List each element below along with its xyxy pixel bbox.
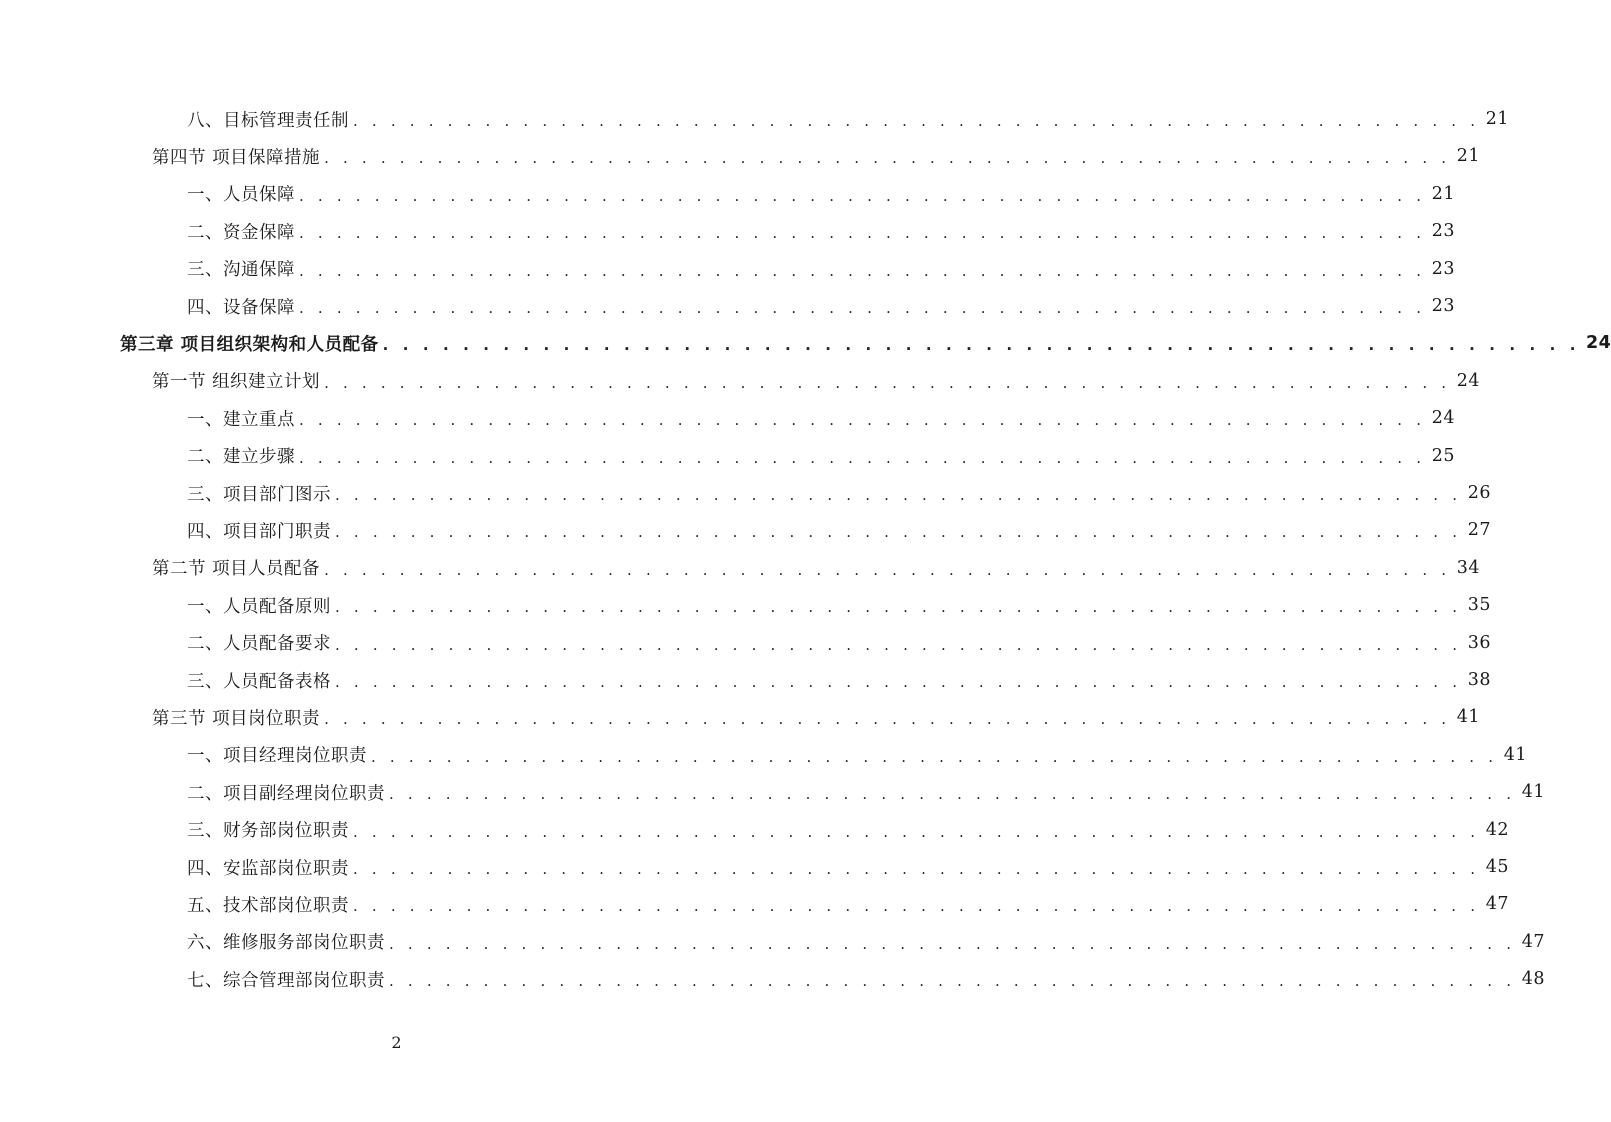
toc-dot-leader: . . . . . . . . . . . . . . . . . . . . . . . . . . . . . . . . . . . . . . . . . . . . . . . . . . . . . . . . . . . . [299,448,1426,467]
toc-entry[interactable] [187,963,1545,995]
toc-entry-title: 一、项目经理岗位职责 [187,746,367,767]
toc-entry-page: 23 [1431,258,1455,279]
toc-entry-title: 五、技术部岗位职责 [187,895,349,916]
toc-entry[interactable] [187,290,1455,322]
toc-entry[interactable] [120,327,1611,359]
toc-entry-page: 26 [1467,483,1491,503]
toc-entry-title: 三、财务部岗位职责 [187,821,349,842]
toc-dot-leader: . . . . . . . . . . . . . . . . . . . . . . . . . . . . . . . . . . . . . . . . . . . . . . . . . . . . . . . . . . . . [371,747,1498,766]
toc-entry-title: 第二节 项目人员配备 [152,559,321,580]
toc-entry[interactable] [152,365,1481,397]
toc-entry-title: 一、人员保障 [187,185,295,206]
toc-entry-title: 二、建立步骤 [187,447,295,468]
toc-dot-leader: . . . . . . . . . . . . . . . . . . . . . . . . . . . . . . . . . . . . . . . . . . . . . . . . . . . . . . . . . . . . [353,897,1480,916]
toc-entry[interactable] [187,851,1509,883]
toc-entry[interactable] [187,178,1455,210]
toc-entry[interactable] [152,701,1481,733]
toc-dot-leader: . . . . . . . . . . . . . . . . . . . . . . . . . . . . . . . . . . . . . . . . . . . . . . . . . . . . . . . . . . . . [324,560,1451,579]
toc-dot-leader: . . . . . . . . . . . . . . . . . . . . . . . . . . . . . . . . . . . . . . . . . . . . . . . . . . . . . . . . . . . . [299,411,1426,430]
toc-entry-title: 六、维修服务部岗位职责 [187,933,385,954]
toc-entry[interactable] [187,477,1491,509]
toc-entry[interactable] [187,103,1509,135]
toc-dot-leader: . . . . . . . . . . . . . . . . . . . . . . . . . . . . . . . . . . . . . . . . . . . . . . . . . . . . . . . . . . . . [389,785,1516,804]
toc-dot-leader: . . . . . . . . . . . . . . . . . . . . . . . . . . . . . . . . . . . . . . . . . . . . . . . . . . . . . . . . . . . . [324,373,1451,392]
toc-dot-leader: . . . . . . . . . . . . . . . . . . . . . . . . . . . . . . . . . . . . . . . . . . . . . . . . . . . . . . . . . . . . [382,336,1580,355]
toc-entry-page: 41 [1456,707,1481,728]
toc-entry[interactable] [187,253,1455,285]
toc-entry-page: 36 [1467,632,1491,653]
toc-dot-leader: . . . . . . . . . . . . . . . . . . . . . . . . . . . . . . . . . . . . . . . . . . . . . . . . . . . . . . . . . . . . [353,112,1480,130]
toc-dot-leader: . . . . . . . . . . . . . . . . . . . . . . . . . . . . . . . . . . . . . . . . . . . . . . . . . . . . . . . . . . . . [335,486,1462,504]
toc-entry-page: 23 [1431,221,1455,242]
toc-entry[interactable] [187,440,1455,472]
toc-entry-title: 一、人员配备原则 [187,596,331,617]
toc-dot-leader: . . . . . . . . . . . . . . . . . . . . . . . . . . . . . . . . . . . . . . . . . . . . . . . . . . . . . . . . . . . . [335,523,1462,542]
toc-entry-page: 47 [1521,931,1545,952]
toc-entry-title: 三、沟通保障 [187,260,295,281]
toc-entry[interactable] [187,814,1509,846]
toc-dot-leader: . . . . . . . . . . . . . . . . . . . . . . . . . . . . . . . . . . . . . . . . . . . . . . . . . . . . . . . . . . . . [353,822,1480,841]
toc-entry-page: 21 [1456,146,1481,167]
toc-entry-title: 七、综合管理部岗位职责 [187,970,385,991]
toc-entry-title: 第四节 项目保障措施 [152,147,321,168]
toc-entry[interactable] [187,888,1509,920]
toc-entry-title: 八、目标管理责任制 [187,110,349,131]
toc-entry[interactable] [187,627,1491,659]
toc-entry-page: 38 [1467,670,1491,690]
toc-entry-page: 24 [1456,370,1481,391]
toc-entry-page: 35 [1467,595,1491,616]
toc-entry-page: 24 [1586,333,1611,354]
toc-entry-title: 四、安监部岗位职责 [187,858,349,879]
toc-entry-page: 47 [1485,894,1509,915]
toc-entry[interactable] [187,776,1545,808]
toc-dot-leader: . . . . . . . . . . . . . . . . . . . . . . . . . . . . . . . . . . . . . . . . . . . . . . . . . . . . . . . . . . . . [299,299,1426,317]
toc-dot-leader: . . . . . . . . . . . . . . . . . . . . . . . . . . . . . . . . . . . . . . . . . . . . . . . . . . . . . . . . . . . . [299,261,1426,280]
toc-entry-title: 三、项目部门图示 [187,484,331,505]
toc-dot-leader: . . . . . . . . . . . . . . . . . . . . . . . . . . . . . . . . . . . . . . . . . . . . . . . . . . . . . . . . . . . . [335,673,1462,691]
toc-entry[interactable] [187,589,1491,621]
toc-entry[interactable] [187,664,1491,696]
toc-entry-title: 第三章 项目组织架构和人员配备 [120,334,379,355]
toc-entry-page: 41 [1521,782,1545,803]
toc-entry-title: 一、建立重点 [187,409,295,430]
toc-dot-leader: . . . . . . . . . . . . . . . . . . . . . . . . . . . . . . . . . . . . . . . . . . . . . . . . . . . . . . . . . . . . [299,186,1426,205]
toc-entry-title: 二、人员配备要求 [187,634,331,655]
toc-entry-title: 第一节 组织建立计划 [152,372,321,393]
toc-entry-title: 第三节 项目岗位职责 [152,708,321,729]
toc-dot-leader: . . . . . . . . . . . . . . . . . . . . . . . . . . . . . . . . . . . . . . . . . . . . . . . . . . . . . . . . . . . . [299,224,1426,243]
page-number: 2 [391,1033,402,1052]
toc-entry-title: 四、项目部门职责 [187,521,331,542]
toc-dot-leader: . . . . . . . . . . . . . . . . . . . . . . . . . . . . . . . . . . . . . . . . . . . . . . . . . . . . . . . . . . . . [389,934,1516,953]
toc-entry[interactable] [187,402,1455,434]
toc-entry-page: 42 [1485,819,1509,840]
toc-entry-page: 27 [1467,520,1491,541]
toc-entry[interactable] [187,926,1545,958]
toc-entry-page: 21 [1431,183,1455,204]
toc-dot-leader: . . . . . . . . . . . . . . . . . . . . . . . . . . . . . . . . . . . . . . . . . . . . . . . . . . . . . . . . . . . . [324,149,1451,168]
toc-dot-leader: . . . . . . . . . . . . . . . . . . . . . . . . . . . . . . . . . . . . . . . . . . . . . . . . . . . . . . . . . . . . [324,710,1451,729]
toc-entry[interactable] [152,140,1481,172]
toc-entry-page: 48 [1521,969,1545,990]
toc-entry-page: 23 [1431,296,1455,316]
toc-dot-leader: . . . . . . . . . . . . . . . . . . . . . . . . . . . . . . . . . . . . . . . . . . . . . . . . . . . . . . . . . . . . [335,635,1462,654]
toc-entry-title: 三、人员配备表格 [187,671,331,692]
toc-entry[interactable] [152,552,1481,584]
toc-dot-leader: . . . . . . . . . . . . . . . . . . . . . . . . . . . . . . . . . . . . . . . . . . . . . . . . . . . . . . . . . . . . [389,972,1516,991]
toc-dot-leader: . . . . . . . . . . . . . . . . . . . . . . . . . . . . . . . . . . . . . . . . . . . . . . . . . . . . . . . . . . . . [353,860,1480,878]
toc-entry-page: 34 [1456,557,1481,578]
toc-dot-leader: . . . . . . . . . . . . . . . . . . . . . . . . . . . . . . . . . . . . . . . . . . . . . . . . . . . . . . . . . . . . [335,598,1462,617]
toc-entry-page: 25 [1431,445,1455,466]
toc-entry-title: 四、设备保障 [187,297,295,318]
toc-entry-page: 41 [1503,744,1527,765]
toc-entry-title: 二、资金保障 [187,222,295,243]
toc-entry-page: 21 [1485,109,1509,129]
toc-entry-page: 24 [1431,408,1455,429]
toc-entry[interactable] [187,739,1527,771]
toc-entry-page: 45 [1485,857,1509,877]
toc-entry[interactable] [187,215,1455,247]
toc-entry[interactable] [187,514,1491,546]
toc-entry-title: 二、项目副经理岗位职责 [187,783,385,804]
